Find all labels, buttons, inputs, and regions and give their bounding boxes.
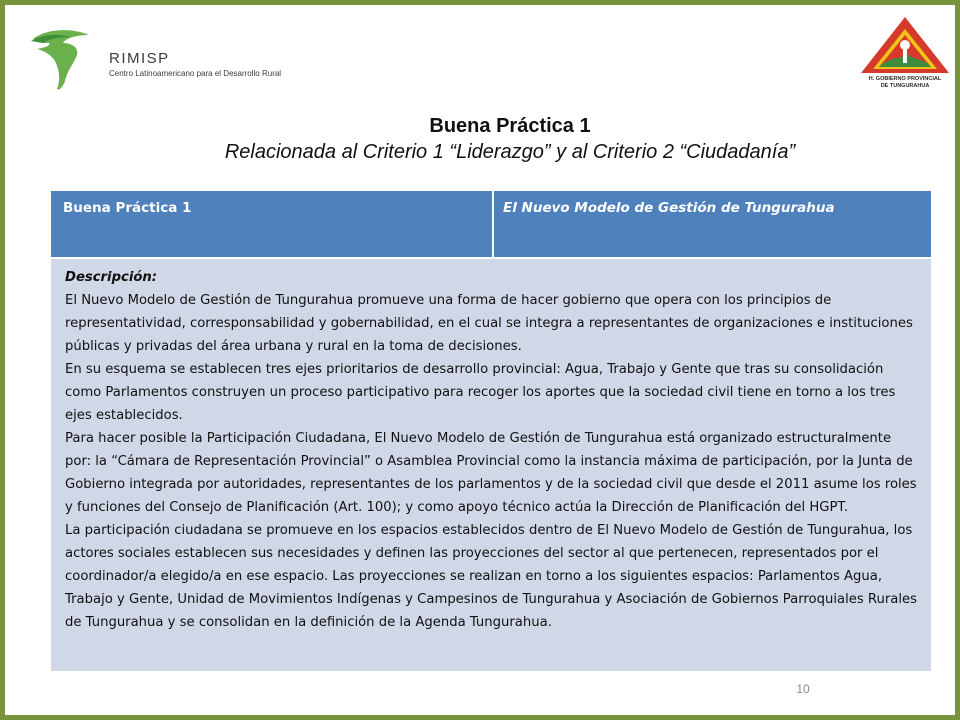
header-left-label: Buena Práctica 1 (63, 200, 192, 216)
header-right-label: El Nuevo Modelo de Gestión de Tungurahua (503, 200, 835, 216)
slide-subtitle: Relacionada al Criterio 1 “Liderazgo” y al Criterio 2 “Ciudadanía” (224, 141, 796, 163)
gobierno-logo-line2: DE TUNGURAHUA (880, 83, 930, 89)
page-number: 10 (796, 682, 810, 696)
rimisp-logo (27, 25, 307, 105)
practice-table (51, 191, 931, 671)
rimisp-subtitle: Centro Latinoamericano para el Desarrollo Rural (109, 69, 282, 78)
description-paragraph: La participación ciudadana se promueve en los espacios establecidos dentro de El Nuevo Modelo de Gestión de Tungurahua, los actores sociales establecen sus necesidades y definen las proyecciones del sector al que pertenecen, representados por el coordinador/a elegido/a en ese espacio. Las proyecciones se realizan en torno a los siguientes espacios: Parlamentos Agua, Trabajo y Gente, Unidad de Movimientos Indígenas y Campesinos de Tungurahua y Asociación de Gobiernos Parroquiales Rurales de Tungurahua y se consolidan en la definición de la Agenda Tungurahua. (65, 523, 917, 630)
rimisp-name: RIMISP (109, 50, 170, 67)
description-paragraph: El Nuevo Modelo de Gestión de Tungurahua promueve una forma de hacer gobierno que opera con los principios de representatividad, corresponsabilidad y gobernabilidad, en el cual se integra a representantes de organizaciones e instituciones públicas y privadas del área urbana y rural en la toma de decisiones. (65, 293, 913, 354)
description-paragraph: En su esquema se establecen tres ejes prioritarios de desarrollo provincial: Agua, Trabajo y Gente que tras su consolidación como Parlamentos construyen un proceso participativo para recoger los aportes que la sociedad civil tiene en torno a los tres ejes establecidos. (65, 362, 896, 423)
gobierno-logo-text (857, 76, 953, 90)
slide-title: Buena Práctica 1 (429, 115, 591, 137)
description-paragraph: Para hacer posible la Participación Ciudadana, El Nuevo Modelo de Gestión de Tungurahua está organizado estructuralmente por: la “Cámara de Representación Provincial” o Asamblea Provincial como la instancia máxima de participación, por la Junta de Gobierno integrada por autoridades, representantes de los parlamentos y de la sociedad civil que desde el 2011 asume los roles y funciones del Consejo de Planificación (Art. 100); y como apoyo técnico actúa la Dirección de Planificación del HGPT. (65, 431, 917, 515)
rimisp-map-icon (27, 25, 107, 95)
gobierno-logo-line1: H. GOBIERNO PROVINCIAL (868, 76, 942, 82)
table-header-left (51, 191, 492, 257)
gobierno-tungurahua-logo (857, 15, 953, 105)
table-header-right (494, 191, 931, 257)
description-label: Descripción: (65, 270, 158, 285)
tungurahua-emblem-icon (857, 15, 953, 77)
description-cell (51, 259, 931, 671)
